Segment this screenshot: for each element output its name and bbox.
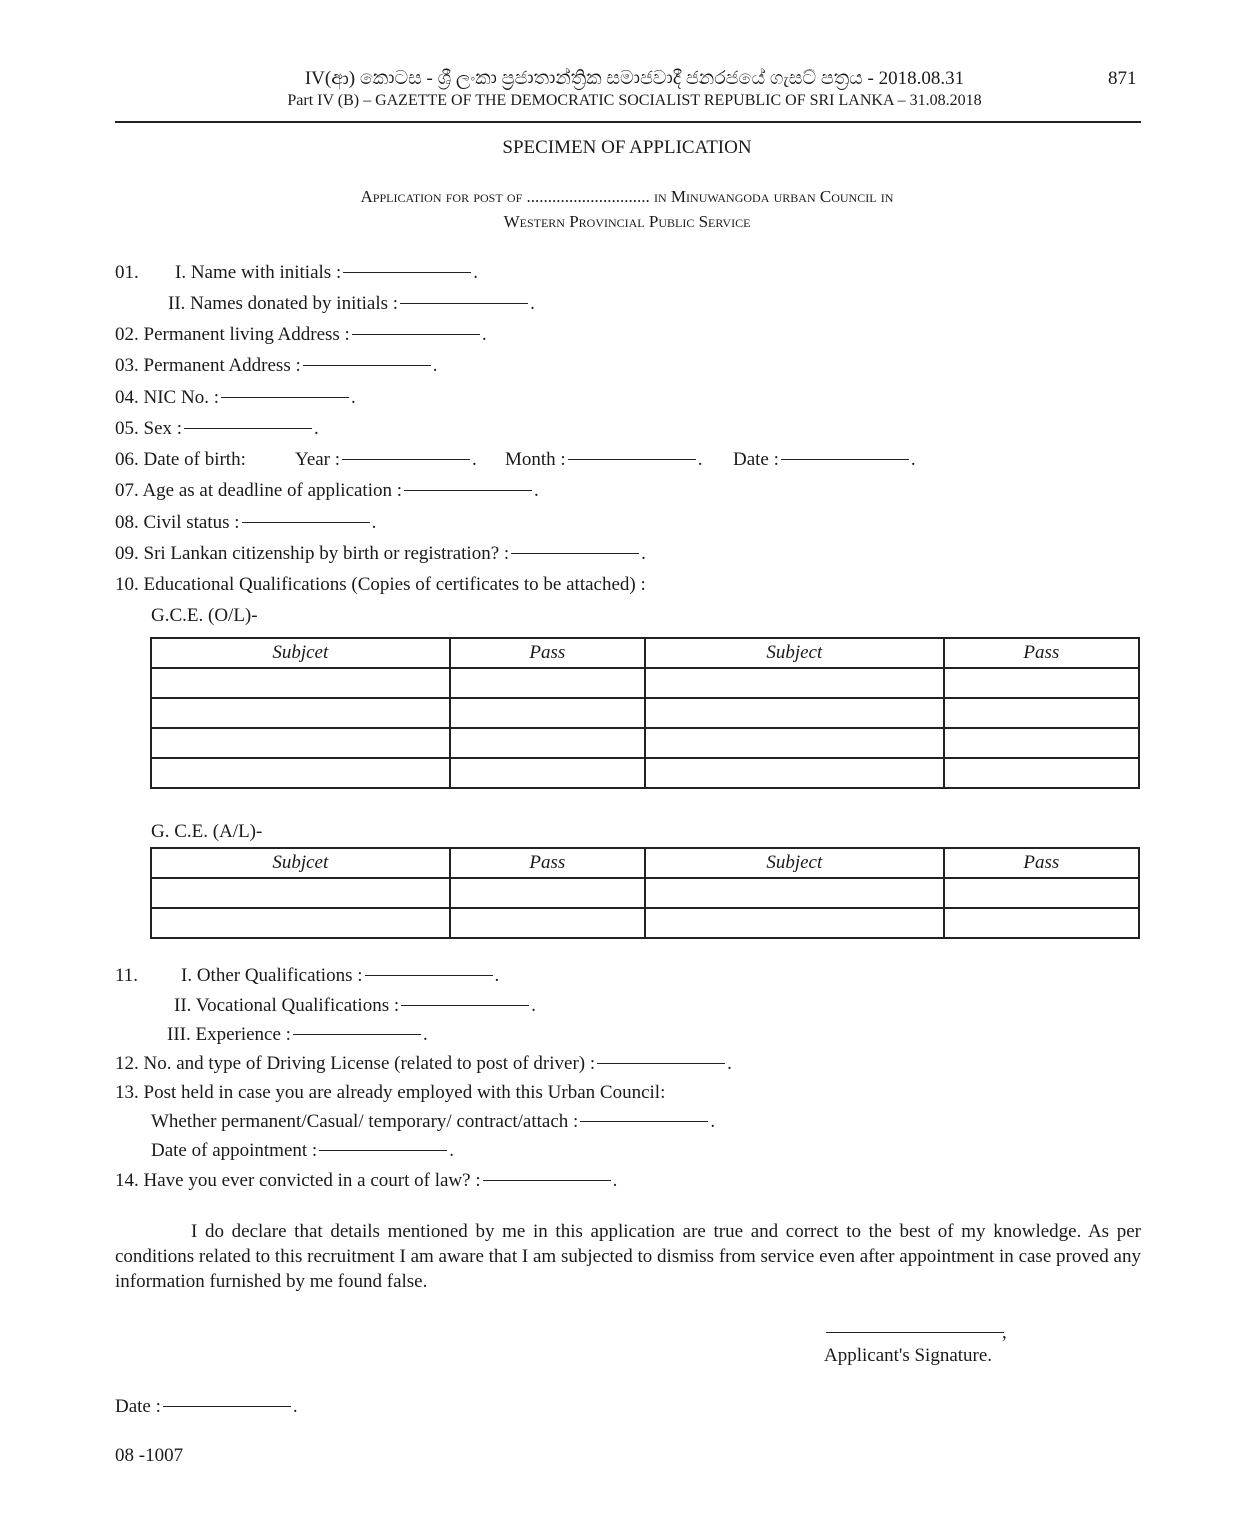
field-11-number: 11. bbox=[115, 965, 139, 986]
field-label: Month : bbox=[505, 449, 566, 470]
field-post-held: 13. Post held in case you are already employed with this Urban Council: bbox=[115, 1082, 666, 1103]
table-cell[interactable] bbox=[944, 728, 1139, 758]
field-dob-month: Month : . bbox=[505, 449, 703, 470]
field-label: 04. NIC No. : bbox=[115, 387, 219, 408]
table-cell[interactable] bbox=[450, 878, 645, 908]
field-date: Date : . bbox=[115, 1396, 298, 1417]
table-row bbox=[151, 878, 1139, 908]
column-header: Subject bbox=[645, 638, 944, 668]
table-cell[interactable] bbox=[944, 908, 1139, 938]
column-header: Subjcet bbox=[151, 638, 450, 668]
field-label: 05. Sex : bbox=[115, 418, 183, 439]
fill-in-line[interactable] bbox=[404, 490, 532, 491]
fill-in-line[interactable] bbox=[568, 459, 696, 460]
column-header: Pass bbox=[944, 638, 1139, 668]
signature-line[interactable] bbox=[826, 1332, 1004, 1333]
column-header: Pass bbox=[450, 638, 645, 668]
table-cell[interactable] bbox=[151, 878, 450, 908]
field-label: Year : bbox=[295, 449, 341, 470]
gce-ol-table bbox=[150, 637, 1140, 789]
fill-in-line[interactable] bbox=[597, 1063, 725, 1064]
fill-in-line[interactable] bbox=[400, 303, 528, 304]
table-header-row bbox=[151, 638, 1139, 668]
gazette-header-english: Part IV (B) – GAZETTE OF THE DEMOCRATIC SOCIALIST REPUBLIC OF SRI LANKA – 31.08.2018 bbox=[287, 92, 982, 109]
column-header: Pass bbox=[944, 848, 1139, 878]
field-educational-qualifications: 10. Educational Qualifications (Copies of certificates to be attached) : bbox=[115, 574, 646, 595]
field-name-with-initials: I. Name with initials : . bbox=[175, 262, 478, 283]
field-age-at-deadline: 07. Age as at deadline of application : . bbox=[115, 480, 539, 501]
gce-ol-label: G.C.E. (O/L)- bbox=[151, 605, 258, 626]
table-cell[interactable] bbox=[645, 728, 944, 758]
table-cell[interactable] bbox=[450, 758, 645, 788]
fill-in-line[interactable] bbox=[303, 365, 431, 366]
field-dob-year: Year : . bbox=[295, 449, 477, 470]
table-cell[interactable] bbox=[151, 668, 450, 698]
document-code: 08 -1007 bbox=[115, 1445, 184, 1466]
field-driving-license: 12. No. and type of Driving License (related to post of driver) : . bbox=[115, 1053, 732, 1074]
field-permanent-living-address: 02. Permanent living Address : . bbox=[115, 324, 487, 345]
fill-in-line[interactable] bbox=[781, 459, 909, 460]
field-court-conviction: 14. Have you ever convicted in a court of law? : . bbox=[115, 1170, 618, 1191]
table-cell[interactable] bbox=[151, 908, 450, 938]
field-vocational-qualifications: II. Vocational Qualifications : . bbox=[174, 995, 536, 1016]
gazette-header-sinhala: IV(ආ) කොටස - ශ්‍රී ලංකා ප්‍රජාතාන්ත්‍රික සමාජවාදී ජනරජයේ ගැසට් පත්‍රය - 2018.08.31 bbox=[304, 68, 965, 89]
table-cell[interactable] bbox=[151, 758, 450, 788]
fill-in-line[interactable] bbox=[401, 1005, 529, 1006]
table-cell[interactable] bbox=[645, 758, 944, 788]
field-names-denoted-by-initials: II. Names donated by initials : . bbox=[168, 293, 535, 314]
field-label: III. Experience : bbox=[167, 1024, 291, 1045]
field-label: II. Names donated by initials : bbox=[168, 293, 399, 314]
fill-in-line[interactable] bbox=[242, 522, 370, 523]
field-sex: 05. Sex : . bbox=[115, 418, 319, 439]
fill-in-line[interactable] bbox=[184, 428, 312, 429]
fill-in-line[interactable] bbox=[342, 459, 470, 460]
fill-in-line[interactable] bbox=[221, 397, 349, 398]
field-employment-type: Whether permanent/Casual/ temporary/ contract/attach : . bbox=[151, 1111, 716, 1132]
field-label: 07. Age as at deadline of application : bbox=[115, 480, 403, 501]
table-cell[interactable] bbox=[151, 728, 450, 758]
field-other-qualifications: I. Other Qualifications : . bbox=[181, 965, 500, 986]
table-row bbox=[151, 758, 1139, 788]
field-label: 02. Permanent living Address : bbox=[115, 324, 350, 345]
header-divider bbox=[115, 121, 1141, 123]
fill-in-line[interactable] bbox=[511, 553, 639, 554]
fill-in-line[interactable] bbox=[580, 1121, 708, 1122]
field-dob-date: Date : . bbox=[733, 449, 916, 470]
field-label: I. Name with initials : bbox=[175, 262, 342, 283]
field-permanent-address: 03. Permanent Address : . bbox=[115, 355, 438, 376]
field-nic-no: 04. NIC No. : . bbox=[115, 387, 356, 408]
field-label: II. Vocational Qualifications : bbox=[174, 995, 400, 1016]
signature-label: Applicant's Signature. bbox=[824, 1345, 993, 1366]
fill-in-line[interactable] bbox=[365, 975, 493, 976]
fill-in-line[interactable] bbox=[163, 1406, 291, 1407]
field-label: I. Other Qualifications : bbox=[181, 965, 363, 986]
table-row bbox=[151, 698, 1139, 728]
field-label: 12. No. and type of Driving License (related to post of driver) : bbox=[115, 1053, 596, 1074]
application-subtitle-line2: Western Provincial Public Service bbox=[503, 212, 751, 231]
page-number: 871 bbox=[1108, 68, 1137, 89]
column-header: Subject bbox=[645, 848, 944, 878]
signature-comma: , bbox=[1002, 1322, 1007, 1343]
column-header: Pass bbox=[450, 848, 645, 878]
gce-al-table bbox=[150, 847, 1140, 939]
table-cell[interactable] bbox=[944, 698, 1139, 728]
table-cell[interactable] bbox=[450, 728, 645, 758]
table-row bbox=[151, 908, 1139, 938]
field-date-of-birth-label: 06. Date of birth: bbox=[115, 449, 246, 470]
field-label: Whether permanent/Casual/ temporary/ contract/attach : bbox=[151, 1111, 579, 1132]
table-cell[interactable] bbox=[151, 698, 450, 728]
field-label: 03. Permanent Address : bbox=[115, 355, 301, 376]
field-civil-status: 08. Civil status : . bbox=[115, 512, 377, 533]
field-label: Date : bbox=[733, 449, 779, 470]
table-row bbox=[151, 728, 1139, 758]
field-label: 14. Have you ever convicted in a court of law? : bbox=[115, 1170, 481, 1191]
table-cell[interactable] bbox=[450, 668, 645, 698]
field-date-of-appointment: Date of appointment : . bbox=[151, 1140, 454, 1161]
table-cell[interactable] bbox=[645, 908, 944, 938]
field-experience: III. Experience : . bbox=[167, 1024, 428, 1045]
fill-in-line[interactable] bbox=[293, 1034, 421, 1035]
table-cell[interactable] bbox=[944, 668, 1139, 698]
table-header-row bbox=[151, 848, 1139, 878]
fill-in-line[interactable] bbox=[343, 272, 471, 273]
field-citizenship: 09. Sri Lankan citizenship by birth or registration? : . bbox=[115, 543, 646, 564]
table-cell[interactable] bbox=[450, 698, 645, 728]
declaration-paragraph: I do declare that details mentioned by me in this application are true and correct to the best of my knowledge. As per conditions related to this recruitment I am aware that I am subjected to dismiss from service even after appointment in case proved any information furnished by me found false. bbox=[115, 1221, 1141, 1292]
table-cell[interactable] bbox=[645, 698, 944, 728]
table-row bbox=[151, 668, 1139, 698]
field-label: 09. Sri Lankan citizenship by birth or registration? : bbox=[115, 543, 510, 564]
table-cell[interactable] bbox=[645, 668, 944, 698]
field-label: Date of appointment : bbox=[151, 1140, 318, 1161]
fill-in-line[interactable] bbox=[483, 1180, 611, 1181]
field-label: Date : bbox=[115, 1396, 161, 1417]
application-subtitle-line1: Application for post of ............................. in Minuwangoda urban Council in bbox=[360, 187, 894, 206]
fill-in-line[interactable] bbox=[319, 1150, 447, 1151]
column-header: Subjcet bbox=[151, 848, 450, 878]
gce-al-label: G. C.E. (A/L)- bbox=[151, 821, 263, 842]
fill-in-line[interactable] bbox=[352, 334, 480, 335]
table-cell[interactable] bbox=[645, 878, 944, 908]
table-cell[interactable] bbox=[450, 908, 645, 938]
field-01-number: 01. bbox=[115, 262, 139, 283]
page-title: SPECIMEN OF APPLICATION bbox=[502, 137, 752, 158]
field-label: 08. Civil status : bbox=[115, 512, 240, 533]
table-cell[interactable] bbox=[944, 878, 1139, 908]
table-cell[interactable] bbox=[944, 758, 1139, 788]
